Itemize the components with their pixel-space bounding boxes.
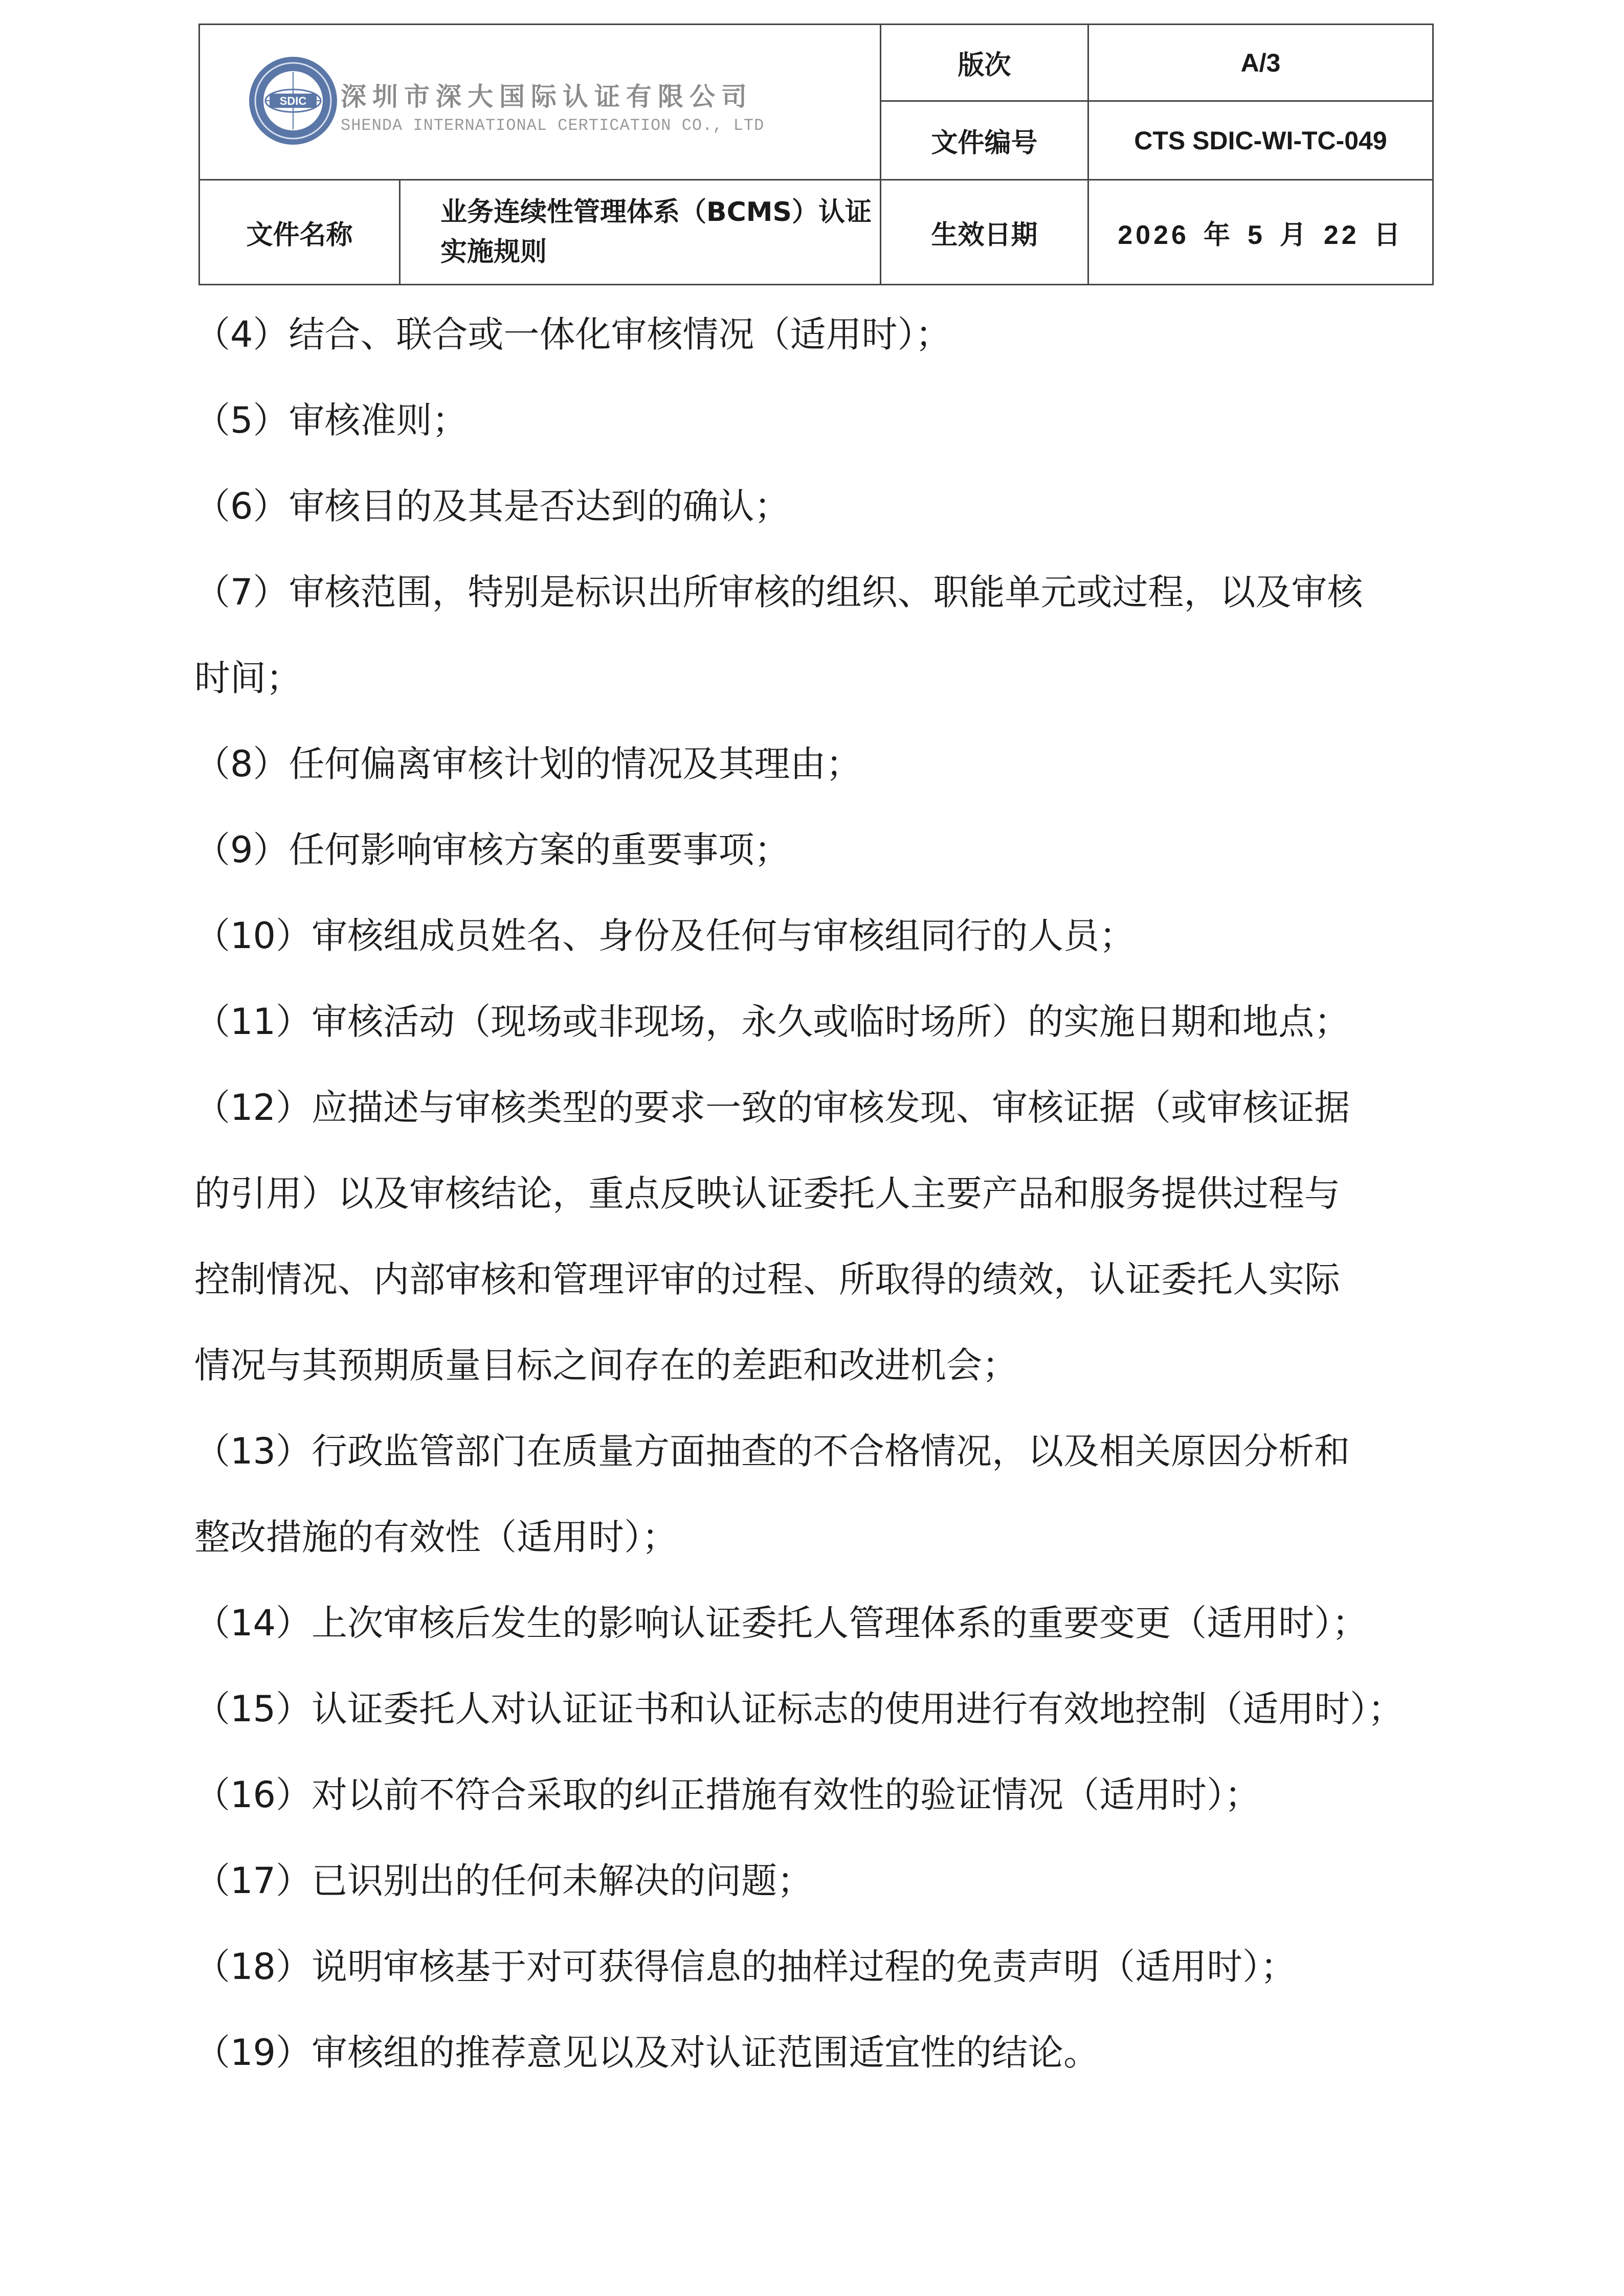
company-logo-cell	[199, 25, 881, 180]
body-line: 时间；	[194, 657, 302, 699]
effective-day: 22	[1323, 220, 1360, 250]
body-line: （13）行政监管部门在质量方面抽查的不合格情况，以及相关原因分析和	[194, 1430, 1350, 1472]
effective-day-unit: 日	[1373, 220, 1404, 250]
effective-month: 5	[1247, 220, 1265, 250]
body-line: 控制情况、内部审核和管理评审的过程、所取得的绩效，认证委托人实际	[194, 1258, 1340, 1300]
body-line: 整改措施的有效性（适用时）；	[194, 1516, 678, 1558]
edition-value: A/3	[1088, 25, 1433, 101]
body-line: （6）审核目的及其是否达到的确认；	[194, 485, 790, 527]
effective-year-unit: 年	[1203, 220, 1233, 250]
body-line: （18）说明审核基于对可获得信息的抽样过程的免责声明（适用时）；	[194, 1946, 1297, 1988]
edition-label: 版次	[881, 25, 1088, 101]
body-line: （19）审核组的推荐意见以及对认证范围适宜性的结论。	[194, 2032, 1100, 2074]
body-line: （16）对以前不符合采取的纠正措施有效性的验证情况（适用时）；	[194, 1774, 1261, 1816]
document-body	[194, 291, 1442, 2096]
company-logo	[200, 25, 880, 179]
doc-name-value: 业务连续性管理体系（BCMS）认证实施规则	[400, 180, 881, 285]
body-line: （4）结合、联合或一体化审核情况（适用时）；	[194, 313, 951, 355]
company-name-en: SHENDA INTERNATIONAL CERTICATION CO., LTD	[341, 116, 765, 135]
company-seal-icon	[247, 55, 339, 147]
company-name-cn: 深圳市深大国际认证有限公司	[341, 81, 753, 111]
body-line: （11）审核活动（现场或非现场，永久或临时场所）的实施日期和地点；	[194, 1001, 1350, 1043]
body-line: （17）已识别出的任何未解决的问题；	[194, 1860, 813, 1902]
body-line: （8）任何偏离审核计划的情况及其理由；	[194, 743, 862, 785]
effective-date-value	[1088, 180, 1433, 285]
body-line: 情况与其预期质量目标之间存在的差距和改进机会；	[194, 1344, 1018, 1386]
effective-date-label: 生效日期	[881, 180, 1088, 285]
body-line: （10）审核组成员姓名、身份及任何与审核组同行的人员；	[194, 915, 1136, 957]
effective-month-unit: 月	[1279, 220, 1309, 250]
body-line: （7）审核范围，特别是标识出所审核的组织、职能单元或过程，以及审核	[194, 571, 1363, 613]
body-line: （12）应描述与审核类型的要求一致的审核发现、审核证据（或审核证据	[194, 1087, 1350, 1129]
body-line: （5）审核准则；	[194, 399, 468, 441]
doc-no-label: 文件编号	[881, 101, 1088, 180]
doc-no-value: CTS SDIC-WI-TC-049	[1088, 101, 1433, 180]
doc-name-label: 文件名称	[199, 180, 400, 285]
effective-year: 2026	[1118, 220, 1189, 250]
body-line: （15）认证委托人对认证证书和认证标志的使用进行有效地控制（适用时）；	[194, 1688, 1404, 1730]
svg-text:SDIC: SDIC	[279, 95, 307, 107]
body-line: （14）上次审核后发生的影响认证委托人管理体系的重要变更（适用时）；	[194, 1602, 1368, 1644]
body-line: 的引用）以及审核结论，重点反映认证委托人主要产品和服务提供过程与	[194, 1173, 1340, 1214]
body-line: （9）任何影响审核方案的重要事项；	[194, 829, 790, 871]
document-header-table	[198, 24, 1434, 285]
